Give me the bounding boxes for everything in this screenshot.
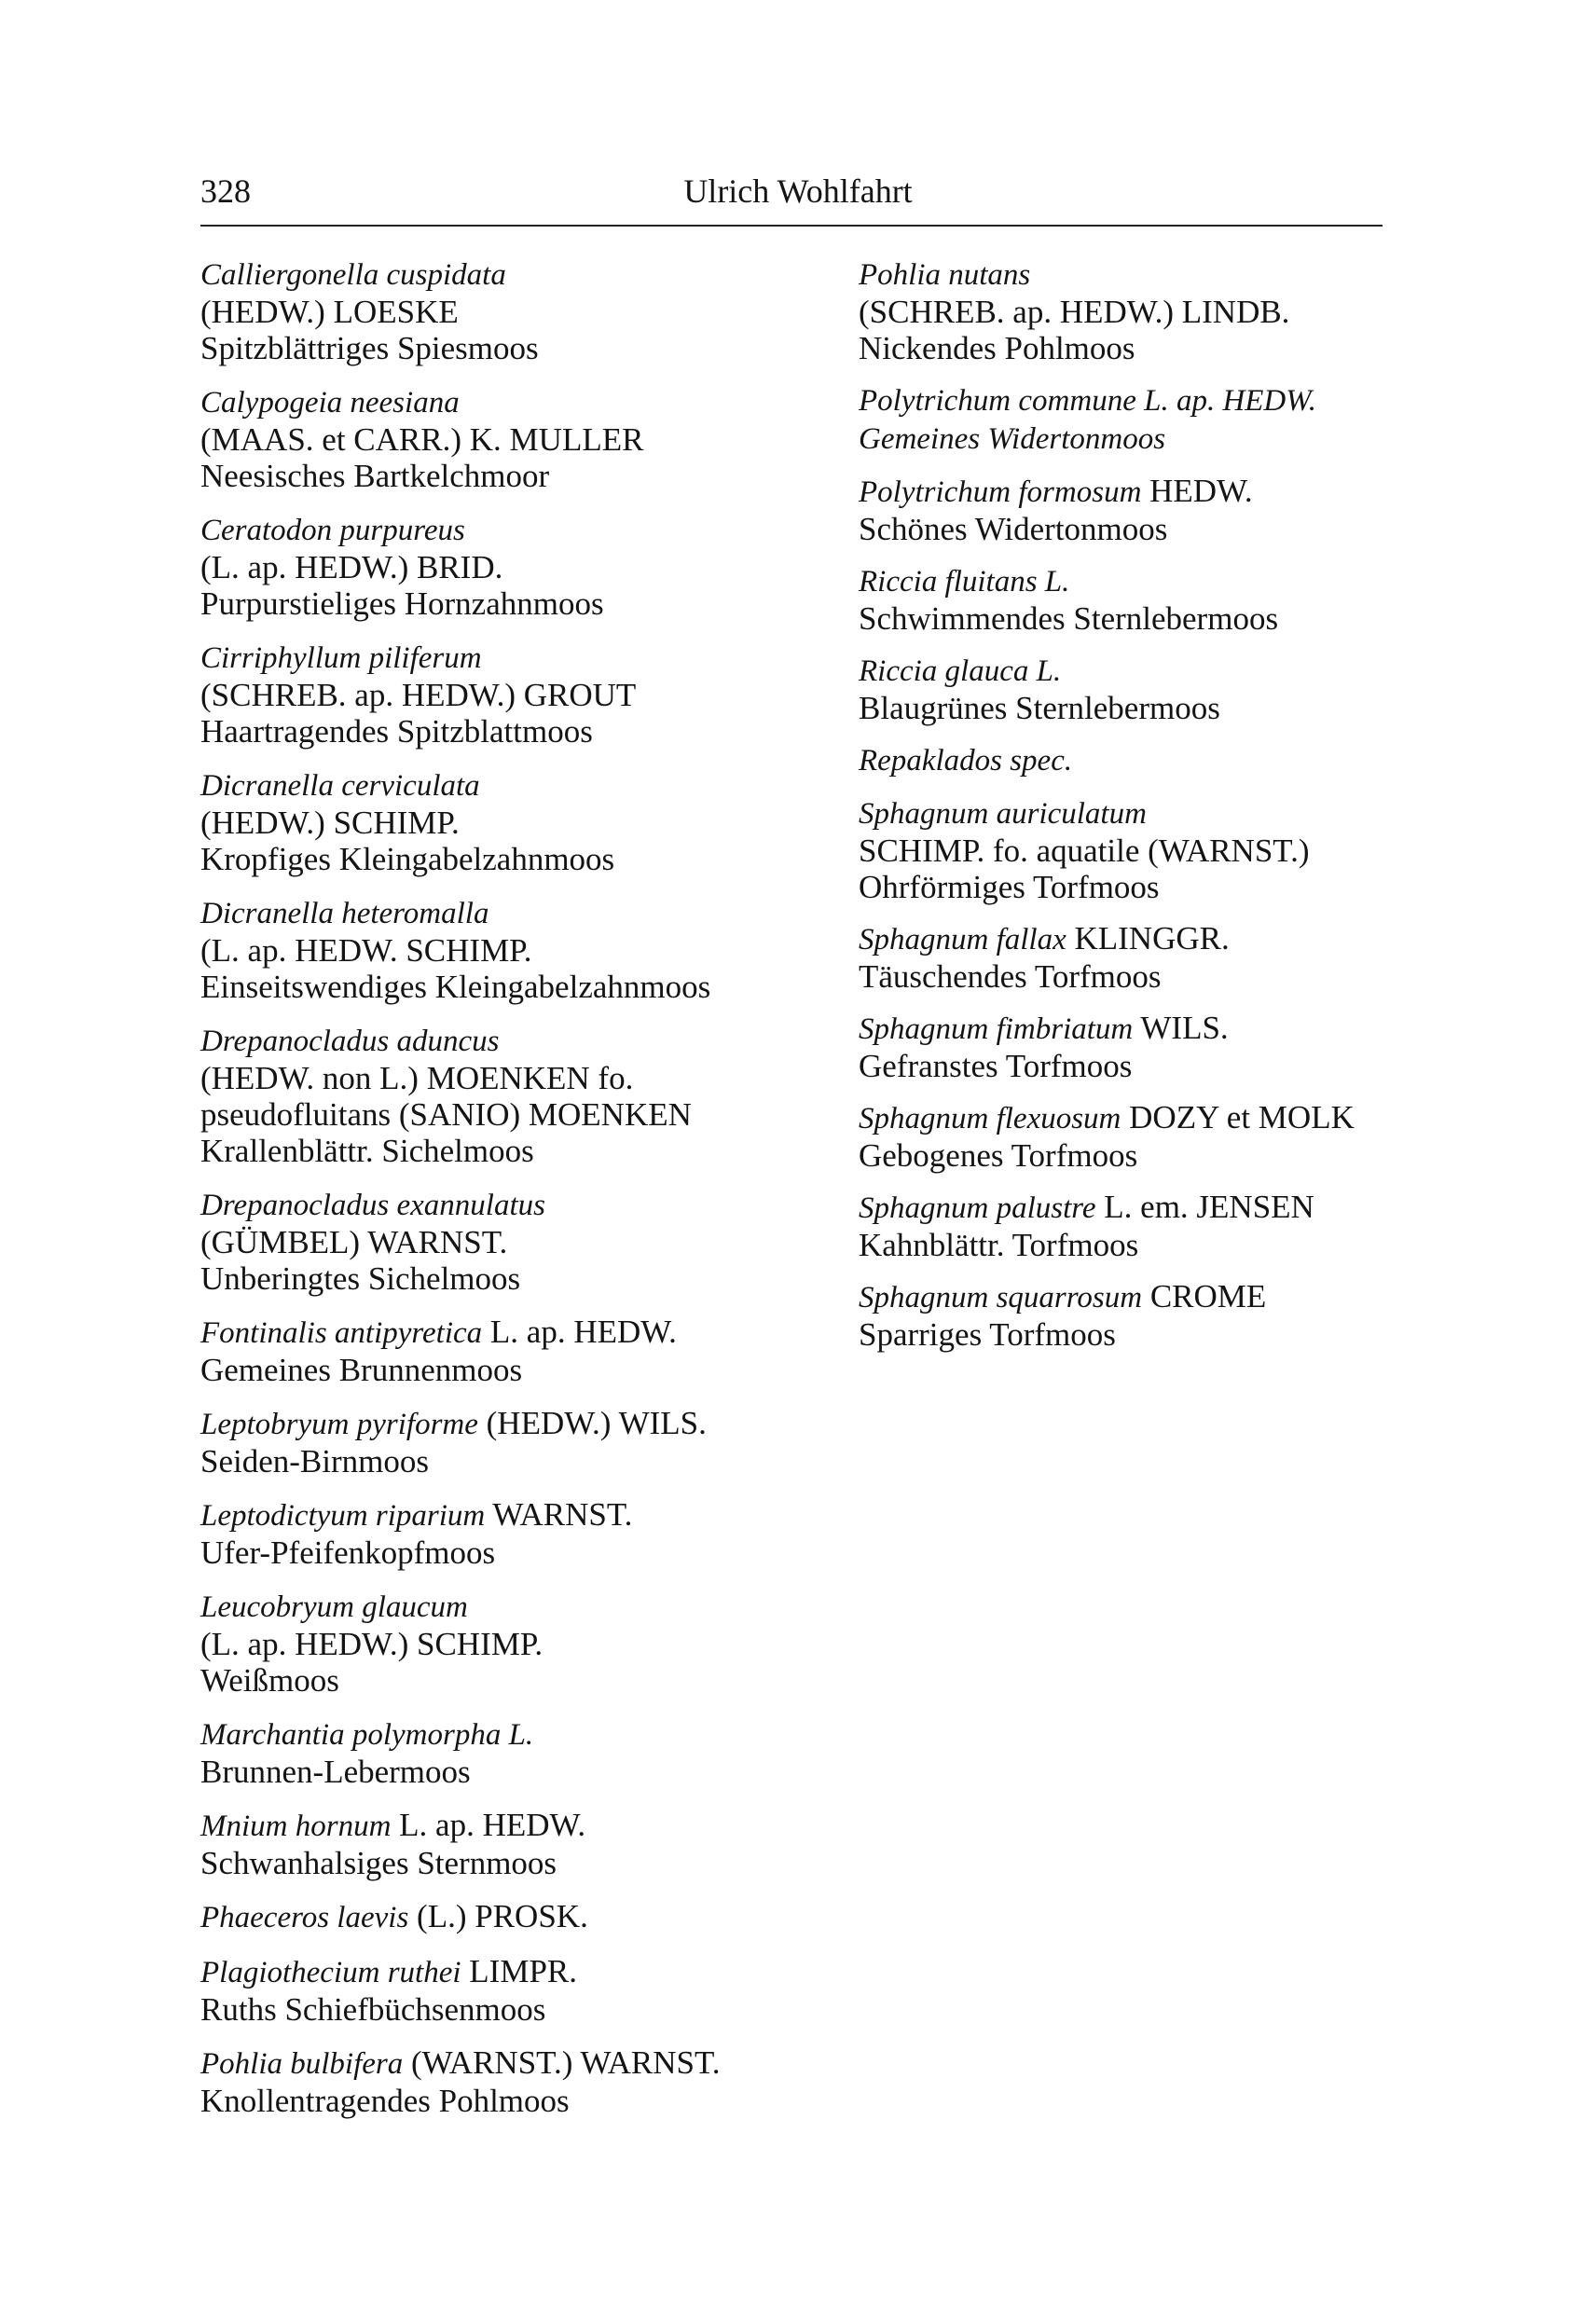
entry-text: Gebogenes Torfmoos [859, 1137, 1138, 1174]
scientific-name: Drepanocladus exannulatus [200, 1189, 545, 1222]
entry-text: (L. ap. HEDW. SCHIMP. [200, 932, 532, 969]
entry-text: HEDW. [1141, 473, 1253, 509]
entry-line [200, 713, 797, 750]
species-entry [859, 1189, 1455, 1263]
entry-line [200, 1807, 797, 1845]
entry-text: Ruths Schiefbüchsenmoos [200, 1991, 546, 2028]
entry-line [200, 841, 797, 877]
entry-line [200, 383, 797, 421]
entry-line [200, 255, 797, 294]
entry-text: Weißmoos [200, 1662, 339, 1699]
scientific-name: Polytrichum formosum [859, 475, 1142, 509]
entry-line [200, 294, 797, 330]
entry-line [200, 1260, 797, 1297]
entry-line [200, 458, 797, 494]
scientific-name: Marchantia polymorpha L. [200, 1718, 534, 1752]
scientific-name: Riccia glauca L. [859, 654, 1062, 688]
entry-text: Schwimmendes Sternlebermoos [859, 600, 1279, 637]
entry-line [200, 1352, 797, 1388]
entry-text: Knollentragendes Pohlmoos [200, 2083, 570, 2119]
entry-line [859, 690, 1455, 726]
entry-text: Sparriges Torfmoos [859, 1316, 1116, 1353]
entry-line [200, 2044, 797, 2083]
scientific-name: Polytrichum commune L. ap. HEDW. [859, 384, 1316, 418]
species-entry [200, 894, 797, 1005]
entry-line [859, 330, 1455, 366]
entry-text: Nickendes Pohlmoos [859, 330, 1135, 366]
scientific-name: Pohlia bulbifera [200, 2047, 404, 2081]
entry-line [200, 1186, 797, 1224]
scientific-name: Sphagnum palustre [859, 1191, 1096, 1225]
entry-text: Gefranstes Torfmoos [859, 1048, 1133, 1084]
entry-text: Schwanhalsiges Sternmoos [200, 1845, 557, 1881]
entry-line [859, 600, 1455, 637]
entry-line [859, 869, 1455, 905]
entry-text: Blaugrünes Sternlebermoos [859, 690, 1220, 726]
species-entry [200, 1588, 797, 1699]
entry-line [200, 1060, 797, 1096]
scientific-name: Sphagnum flexuosum [859, 1102, 1121, 1135]
entry-text: (SCHREB. ap. HEDW.) LINDB. [859, 294, 1290, 330]
entry-line [200, 766, 797, 805]
entry-text: Haartragendes Spitzblattmoos [200, 713, 593, 750]
entry-text: (GÜMBEL) WARNST. [200, 1224, 508, 1260]
scientific-name: Calypogeia neesiana [200, 386, 460, 420]
entry-line [200, 1534, 797, 1571]
entry-line [200, 421, 797, 458]
scientific-name: Phaeceros laevis [200, 1901, 409, 1934]
species-entry [859, 1099, 1455, 1174]
species-entry [200, 1715, 797, 1790]
entry-text: Ufer-Pfeifenkopfmoos [200, 1534, 496, 1571]
entry-line [200, 1133, 797, 1169]
entry-line [200, 1845, 797, 1881]
entry-line [859, 255, 1455, 294]
entry-text: (L. ap. HEDW.) SCHIMP. [200, 1626, 543, 1662]
entry-line [200, 1022, 797, 1060]
scientific-name: Drepanocladus aduncus [200, 1025, 500, 1058]
entry-line [859, 741, 1455, 779]
entry-line [859, 1278, 1455, 1316]
entry-line [859, 1010, 1455, 1048]
scientific-name: Mnium hornum [200, 1810, 392, 1843]
entry-text: Täuschendes Torfmoos [859, 958, 1162, 995]
entry-text: (HEDW. non L.) MOENKEN fo. [200, 1060, 634, 1096]
entry-line [859, 562, 1455, 600]
scientific-name: Sphagnum fimbriatum [859, 1012, 1134, 1046]
entry-line [859, 833, 1455, 869]
entry-line [200, 1405, 797, 1443]
scientific-name: Dicranella heteromalla [200, 897, 489, 930]
running-head: Ulrich Wohlfahrt [683, 172, 913, 210]
entry-line [200, 1754, 797, 1790]
scientific-name: Sphagnum squarrosum [859, 1281, 1143, 1314]
entry-line [859, 473, 1455, 511]
entry-text: pseudofluitans (SANIO) MOENKEN [200, 1096, 692, 1133]
species-entry [200, 639, 797, 750]
entry-text: (HEDW.) SCHIMP. [200, 805, 460, 841]
scientific-name: Fontinalis antipyretica [200, 1316, 483, 1350]
entry-line [200, 1626, 797, 1662]
left-column [200, 255, 797, 2136]
entry-line [200, 1953, 797, 1991]
entry-line [859, 1137, 1455, 1174]
scientific-name: Cirriphyllum piliferum [200, 641, 482, 675]
entry-line [859, 1099, 1455, 1137]
entry-text: DOZY et MOLK [1121, 1099, 1355, 1135]
entry-line [859, 1316, 1455, 1353]
entry-line [859, 511, 1455, 547]
species-entry [200, 511, 797, 622]
entry-line [200, 1991, 797, 2028]
entry-text: L. ap. HEDW. [482, 1314, 677, 1350]
entry-line [200, 511, 797, 549]
entry-line [859, 794, 1455, 833]
entry-line [200, 639, 797, 677]
entry-text: WARNST. [485, 1496, 633, 1533]
species-entry [859, 1010, 1455, 1084]
entry-line [859, 1227, 1455, 1263]
species-entry [859, 652, 1455, 726]
species-entry [859, 1278, 1455, 1353]
scientific-name: Dicranella cerviculata [200, 769, 480, 803]
species-entry [200, 1314, 797, 1388]
entry-text: Kropfiges Kleingabelzahnmoos [200, 841, 615, 877]
entry-line [200, 1662, 797, 1699]
scientific-name: Gemeines Widertonmoos [859, 422, 1166, 456]
entry-text: (HEDW.) WILS. [477, 1405, 707, 1441]
species-entry [200, 1898, 797, 1936]
entry-text: (HEDW.) LOESKE [200, 294, 459, 330]
entry-text: Purpurstieliges Hornzahnmoos [200, 585, 604, 622]
scientific-name: Pohlia nutans [859, 258, 1031, 292]
entry-line [200, 805, 797, 841]
entry-text: CROME [1142, 1278, 1267, 1314]
entry-line [200, 1314, 797, 1352]
entry-line [200, 1588, 797, 1626]
entry-text: Kahnblättr. Torfmoos [859, 1227, 1139, 1263]
entry-text: Krallenblättr. Sichelmoos [200, 1133, 534, 1169]
scientific-name: Ceratodon purpureus [200, 514, 465, 547]
entry-text: Gemeines Brunnenmoos [200, 1352, 523, 1388]
species-entry [859, 473, 1455, 547]
entry-line [200, 969, 797, 1005]
entry-text: Ohrförmiges Torfmoos [859, 869, 1160, 905]
entry-line [200, 1443, 797, 1479]
entry-line [200, 1715, 797, 1754]
entry-text: Brunnen-Lebermoos [200, 1754, 471, 1790]
entry-line [859, 958, 1455, 995]
entry-text: Schönes Widertonmoos [859, 511, 1168, 547]
entry-line [200, 2083, 797, 2119]
entry-line [859, 1189, 1455, 1227]
entry-line [200, 1496, 797, 1534]
scientific-name: Leptodictyum riparium [200, 1499, 486, 1533]
entry-text: Spitzblättriges Spiesmoos [200, 330, 539, 366]
scientific-name: Leucobryum glaucum [200, 1590, 468, 1624]
entry-line [200, 1898, 797, 1936]
species-entry [200, 2044, 797, 2119]
entry-text: L. ap. HEDW. [391, 1807, 586, 1843]
scientific-name: Sphagnum auriculatum [859, 797, 1147, 831]
entry-text: Neesisches Bartkelchmoor [200, 458, 550, 494]
scientific-name: Plagiothecium ruthei [200, 1956, 461, 1989]
species-entry [200, 1807, 797, 1881]
entry-line [859, 420, 1455, 458]
species-entry [859, 381, 1455, 458]
species-entry [859, 741, 1455, 779]
scientific-name: Sphagnum fallax [859, 923, 1066, 956]
entry-line [859, 1048, 1455, 1084]
entry-line [200, 585, 797, 622]
species-entry [200, 255, 797, 366]
entry-line [859, 381, 1455, 420]
entry-text: Einseitswendiges Kleingabelzahnmoos [200, 969, 711, 1005]
entry-text: (L. ap. HEDW.) BRID. [200, 549, 503, 585]
species-entry [200, 1953, 797, 2028]
species-entry [859, 255, 1455, 366]
scientific-name: Leptobryum pyriforme [200, 1408, 478, 1441]
entry-line [200, 932, 797, 969]
species-entry [200, 1405, 797, 1479]
entry-text: (SCHREB. ap. HEDW.) GROUT [200, 677, 637, 713]
entry-text: L. em. JENSEN [1095, 1189, 1314, 1225]
scientific-name: Riccia fluitans L. [859, 565, 1070, 599]
entry-line [200, 677, 797, 713]
entry-text: (MAAS. et CARR.) K. MULLER [200, 421, 644, 458]
species-entry [859, 920, 1455, 995]
entry-line [200, 894, 797, 932]
entry-text: Seiden-Birnmoos [200, 1443, 429, 1479]
entry-text: KLINGGR. [1066, 920, 1230, 956]
page-number: 328 [200, 172, 251, 210]
entry-text: Unberingtes Sichelmoos [200, 1260, 521, 1297]
entry-line [200, 1096, 797, 1133]
scientific-name: Calliergonella cuspidata [200, 258, 506, 292]
entry-text: (L.) PROSK. [408, 1898, 588, 1934]
entry-line [859, 294, 1455, 330]
right-column [859, 255, 1455, 1368]
species-entry [200, 1186, 797, 1297]
entry-text: WILS. [1133, 1010, 1229, 1046]
entry-line [200, 330, 797, 366]
species-entry [859, 794, 1455, 905]
entry-line [200, 1224, 797, 1260]
species-entry [200, 1496, 797, 1571]
entry-text: SCHIMP. fo. aquatile (WARNST.) [859, 833, 1310, 869]
header-rule [200, 225, 1383, 227]
species-entry [200, 383, 797, 494]
species-entry [859, 562, 1455, 637]
entry-line [200, 549, 797, 585]
entry-line [859, 652, 1455, 690]
entry-text: (WARNST.) WARNST. [403, 2044, 721, 2081]
scientific-name: Repaklados spec. [859, 744, 1073, 778]
entry-line [859, 920, 1455, 958]
entry-text: LIMPR. [461, 1953, 578, 1989]
species-entry [200, 1022, 797, 1169]
species-entry [200, 766, 797, 877]
